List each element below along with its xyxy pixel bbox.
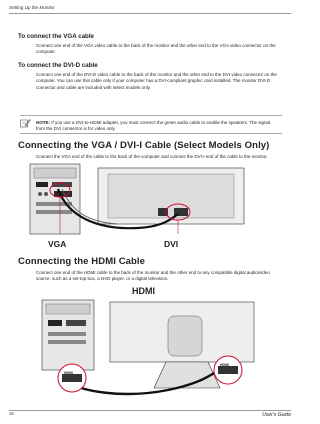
note-pencil-icon xyxy=(20,118,31,128)
guide-title: User's Guide xyxy=(262,412,291,418)
running-head: Setting Up the Monitor xyxy=(9,5,55,10)
footer-rule xyxy=(9,410,291,411)
vga-dvi-heading: Connecting the VGA / DVI-I Cable (Select Models Only) xyxy=(18,140,270,151)
hdmi-plug-label-left: HDMI xyxy=(64,371,73,375)
note-rule-bottom xyxy=(20,133,282,134)
note-rule xyxy=(20,115,282,116)
vga-cable-heading: To connect the VGA cable xyxy=(18,33,94,40)
page-number: 16 xyxy=(9,411,14,416)
note-label: NOTE: xyxy=(36,120,50,125)
note-body: If you use a DVI-to-HDMI adapter, you must connect the green audio cable to enable the speakers. The signal from the DVI connector is for video only. xyxy=(36,120,271,132)
vga-label: VGA xyxy=(48,239,67,249)
hdmi-text: Connect one end of the HDMI cable to the back of the monitor and the other end to any compatible digital audio/video source, such as a set-top box, a DVD player, or a digital television. xyxy=(36,270,270,282)
note-text xyxy=(36,120,280,133)
dvi-cable-text: Connect one end of the DVI-D video cable to the back of the monitor and the other end to the DVI video connector on the computer. You can use this cable only if your computer has a DVI-compliant graphic card installed. The monitor DVI-D connector and cable are included with select models only. xyxy=(36,72,277,90)
header-rule xyxy=(9,13,291,14)
hdmi-heading: Connecting the HDMI Cable xyxy=(18,256,146,267)
hdmi-plug-label-right: HDMI xyxy=(220,363,229,367)
vga-dvi-text: Connect the VGA end of the cable to the back of the computer and connect the DVI-I end of the cable to the monitor. xyxy=(36,154,268,159)
dvi-cable-heading: To connect the DVI-D cable xyxy=(18,62,98,69)
vga-cable-text: Connect one end of the VGA video cable to the back of the monitor and the other end to the VGA video connector on the computer. xyxy=(36,43,276,55)
hdmi-illustration xyxy=(38,298,260,402)
dvi-label: DVI xyxy=(164,239,179,249)
vga-dvi-illustration xyxy=(28,162,248,240)
hdmi-figure-title: HDMI xyxy=(132,286,155,296)
